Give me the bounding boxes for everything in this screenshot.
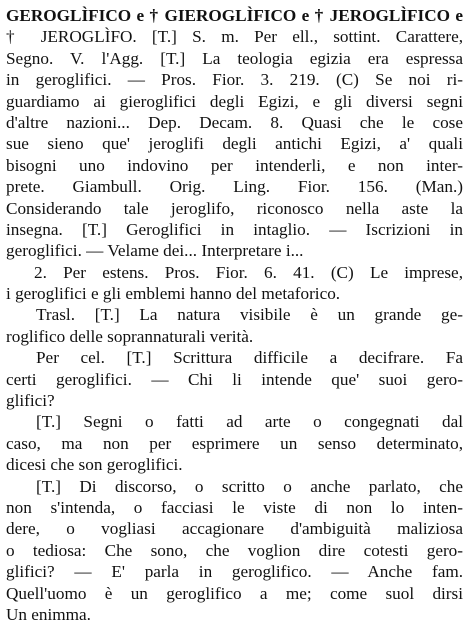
entry-text-line: i geroglifici e gli emblemi hanno del metaforico.: [6, 284, 341, 304]
entry-headword-line: GEROGLÌFICO e † GIEROGLÌFICO e † JEROGLÌFICO e: [6, 6, 463, 25]
entry-text-line: geroglifici. — Velame dei... Interpretare i...: [6, 241, 304, 261]
entry-text-line: roglifico delle soprannaturali verità.: [6, 326, 254, 346]
entry-text-line: in geroglifici. — Pros. Fior. 3. 219. (C) Se noi ri-: [6, 70, 463, 90]
entry-text-line: prete. Giambull. Orig. Ling. Fior. 156. (Man.): [6, 177, 463, 197]
entry-text-line: Segno. V. l'Agg. [T.] La teologia egizia era espressa: [6, 48, 463, 68]
entry-text-line: glifici?: [6, 391, 55, 411]
entry-text-line: [T.] Segni o fatti ad arte o congegnati dal: [36, 412, 463, 432]
entry-text-line: 2. Per estens. Pros. Fior. 6. 41. (C) Le imprese,: [34, 262, 463, 282]
entry-text-line: sue sieno que' jeroglifi degli antichi Egizi, a' quali: [6, 134, 463, 154]
entry-text-line: caso, ma non per esprimere un senso determinato,: [6, 433, 463, 453]
entry-text-line: Quell'uomo è un geroglifico a me; come suol dirsi: [6, 583, 463, 603]
entry-text-line: [T.] Di discorso, o scritto o anche parlato, che: [36, 476, 463, 496]
entry-text-line: glifici? — E' parla in geroglifico. — Anche fam.: [6, 562, 463, 582]
entry-text-line: o tediosa: Che sono, che voglion dire cotesti gero-: [6, 540, 463, 560]
entry-text-line: † JEROGLÌFO. [T.] S. m. Per ell., sottint. Carattere,: [6, 27, 463, 47]
entry-text-line: non s'intenda, o facciasi le viste di non lo inten-: [6, 497, 463, 517]
entry-text-line: dere, o vogliasi accagionare d'ambiguità maliziosa: [6, 519, 463, 539]
entry-text-line: Trasl. [T.] La natura visibile è un grande ge-: [36, 305, 463, 325]
entry-text-line: dicesi che son geroglifici.: [6, 455, 183, 475]
entry-text-line: d'altre nazioni... Dep. Decam. 8. Quasi che le cose: [6, 112, 463, 132]
entry-text-line: Per cel. [T.] Scrittura difficile a decifrare. Fa: [36, 348, 463, 368]
entry-text-line: insegna. [T.] Geroglifici in intaglio. — Iscrizioni in: [6, 219, 463, 239]
entry-text-line: Un enimma.: [6, 604, 91, 624]
entry-text-line: guardiamo ai gieroglifici degli Egizi, e gli diversi segni: [6, 91, 463, 111]
entry-text-line: Considerando tale jeroglifo, riconosco nella aste la: [6, 198, 463, 218]
entry-text-line: bisogni uno indovino per intenderli, e non inter-: [6, 155, 463, 175]
entry-text-line: certi geroglifici. — Chi li intende que' suoi gero-: [6, 369, 463, 389]
